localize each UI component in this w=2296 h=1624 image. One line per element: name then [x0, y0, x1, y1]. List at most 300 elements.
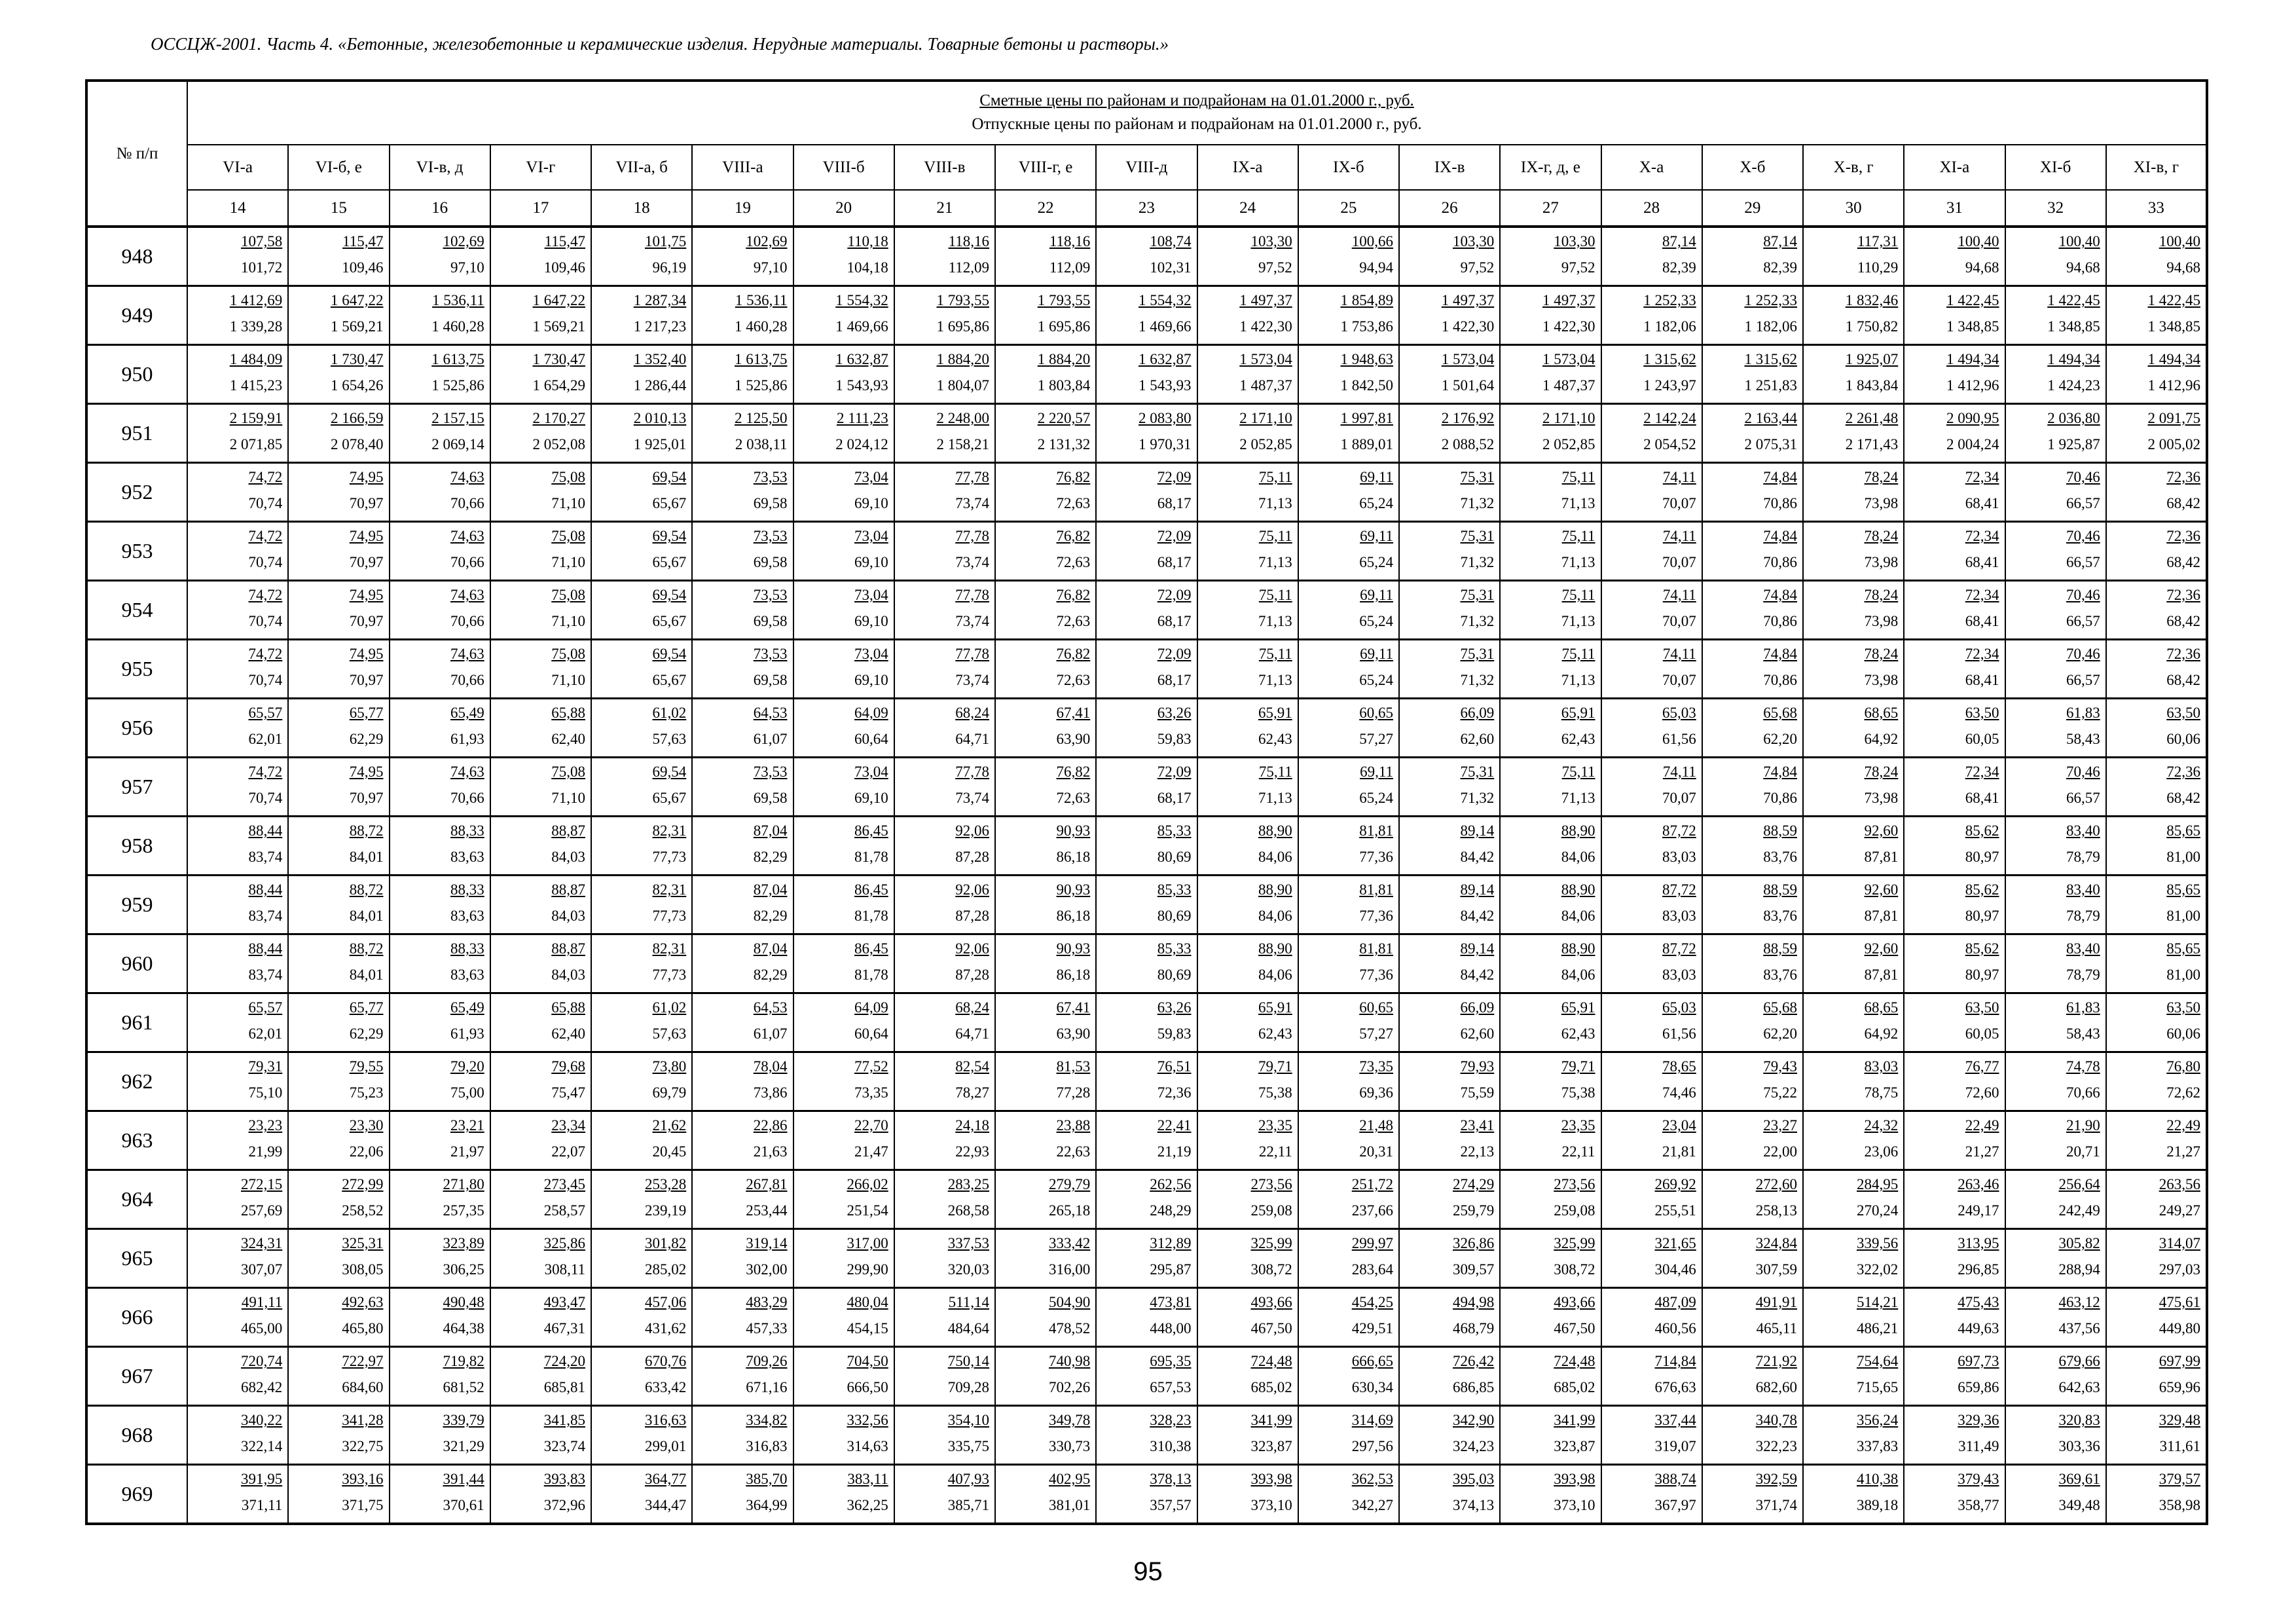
price-cell	[1601, 640, 1702, 699]
release-price: 316,00	[1049, 1261, 1091, 1278]
estimated-price: 87,04	[753, 940, 788, 957]
price-cell	[2106, 1406, 2207, 1465]
release-price: 1 469,66	[1139, 318, 1192, 335]
release-price: 314,63	[847, 1438, 888, 1454]
release-price: 60,05	[1965, 1025, 1999, 1042]
district-header: IX-б	[1298, 145, 1399, 191]
estimated-price: 63,26	[1157, 705, 1192, 721]
district-header: XI-б	[2005, 145, 2106, 191]
release-price: 1 695,86	[936, 318, 989, 335]
release-price: 358,77	[1958, 1497, 1999, 1513]
release-price: 1 422,30	[1441, 318, 1495, 335]
price-cell	[1399, 993, 1500, 1052]
release-price: 87,28	[955, 908, 989, 924]
estimated-price: 78,24	[1864, 764, 1899, 780]
release-price: 21,47	[854, 1143, 888, 1160]
price-cell	[793, 1288, 894, 1347]
release-price: 97,10	[450, 259, 484, 276]
estimated-price: 70,46	[2066, 528, 2100, 544]
release-price: 465,00	[241, 1320, 283, 1337]
price-cell	[995, 1288, 1096, 1347]
row-number: 962	[86, 1052, 187, 1111]
release-price: 71,10	[551, 790, 585, 806]
release-price: 69,58	[753, 613, 788, 629]
price-cell	[1197, 1170, 1298, 1229]
price-cell	[187, 463, 288, 522]
release-price: 83,03	[1662, 967, 1696, 983]
estimated-price: 256,64	[2058, 1176, 2100, 1192]
price-cell	[894, 1111, 995, 1170]
price-cell	[1197, 817, 1298, 876]
release-price: 1 243,97	[1643, 377, 1696, 394]
table-row	[86, 1288, 2207, 1347]
price-cell	[390, 463, 490, 522]
estimated-price: 68,65	[1864, 999, 1899, 1016]
price-cell	[793, 640, 894, 699]
district-header: IX-а	[1197, 145, 1298, 191]
estimated-price: 87,14	[1763, 233, 1797, 249]
price-cell	[490, 227, 591, 286]
estimated-price: 329,36	[1958, 1412, 1999, 1428]
release-price: 62,40	[551, 1025, 585, 1042]
release-price: 83,63	[450, 908, 484, 924]
price-cell	[1803, 1347, 1904, 1406]
price-cell	[288, 581, 389, 640]
price-cell	[490, 640, 591, 699]
header-row-title	[86, 81, 2207, 145]
release-price: 310,38	[1150, 1438, 1192, 1454]
estimated-price: 341,28	[342, 1412, 384, 1428]
price-cell	[2106, 1288, 2207, 1347]
release-price: 484,64	[947, 1320, 989, 1337]
estimated-price: 89,14	[1460, 940, 1495, 957]
price-cell	[1197, 640, 1298, 699]
estimated-price: 1 494,34	[2047, 351, 2100, 367]
estimated-price: 92,06	[955, 822, 989, 839]
release-price: 1 217,23	[633, 318, 687, 335]
price-cell	[390, 817, 490, 876]
estimated-price: 1 613,75	[735, 351, 788, 367]
price-cell	[187, 1229, 288, 1288]
release-price: 74,46	[1662, 1084, 1696, 1101]
estimated-price: 395,03	[1453, 1471, 1495, 1487]
price-cell	[187, 1052, 288, 1111]
release-price: 449,80	[2159, 1320, 2200, 1337]
estimated-price: 1 793,55	[1037, 292, 1091, 308]
release-price: 68,42	[2166, 554, 2200, 570]
estimated-price: 88,87	[551, 822, 585, 839]
release-price: 87,81	[1864, 967, 1899, 983]
estimated-price: 720,74	[241, 1353, 283, 1369]
estimated-price: 85,65	[2166, 940, 2200, 957]
price-cell	[1702, 817, 1803, 876]
price-cell	[1601, 876, 1702, 934]
estimated-price: 1 497,37	[1542, 292, 1595, 308]
price-cell	[1096, 286, 1197, 345]
estimated-price: 74,84	[1763, 587, 1797, 603]
estimated-price: 75,31	[1460, 469, 1495, 485]
price-cell	[1197, 1288, 1298, 1347]
price-cell	[490, 404, 591, 463]
release-price: 84,06	[1561, 967, 1595, 983]
estimated-price: 63,50	[2166, 705, 2200, 721]
release-price: 63,90	[1056, 1025, 1091, 1042]
table-row	[86, 699, 2207, 758]
price-title-header	[187, 81, 2207, 145]
price-cell	[288, 876, 389, 934]
estimated-price: 1 536,11	[432, 292, 484, 308]
price-cell	[1803, 1052, 1904, 1111]
price-cell	[1399, 876, 1500, 934]
price-cell	[591, 227, 692, 286]
price-cell	[2106, 345, 2207, 404]
release-price: 248,29	[1150, 1202, 1192, 1219]
release-price: 242,49	[2058, 1202, 2100, 1219]
estimated-price: 511,14	[948, 1294, 989, 1310]
price-cell	[1197, 1347, 1298, 1406]
price-cell	[1096, 758, 1197, 817]
price-cell	[1197, 758, 1298, 817]
estimated-price: 88,44	[248, 822, 283, 839]
release-price: 324,23	[1453, 1438, 1495, 1454]
release-price: 61,56	[1662, 731, 1696, 747]
price-cell	[1399, 581, 1500, 640]
row-number: 955	[86, 640, 187, 699]
estimated-price: 76,51	[1157, 1058, 1192, 1075]
release-price: 322,75	[342, 1438, 384, 1454]
release-price: 77,73	[652, 849, 687, 865]
estimated-price: 324,31	[241, 1235, 283, 1251]
release-price: 323,74	[543, 1438, 585, 1454]
estimated-price: 72,34	[1965, 528, 1999, 544]
estimated-price: 77,78	[955, 646, 989, 662]
row-number: 958	[86, 817, 187, 876]
price-cell	[288, 522, 389, 581]
release-price: 80,69	[1157, 967, 1192, 983]
price-cell	[1500, 1229, 1601, 1288]
release-price: 22,00	[1763, 1143, 1797, 1160]
release-price: 65,67	[652, 790, 687, 806]
release-price: 77,73	[652, 967, 687, 983]
release-price: 77,73	[652, 908, 687, 924]
estimated-price: 23,41	[1460, 1117, 1495, 1134]
estimated-price: 79,93	[1460, 1058, 1495, 1075]
price-cell	[995, 934, 1096, 993]
release-price: 457,33	[746, 1320, 788, 1337]
release-price: 258,13	[1755, 1202, 1797, 1219]
release-price: 66,57	[2066, 554, 2100, 570]
estimated-price: 72,09	[1157, 469, 1192, 485]
estimated-price: 85,33	[1157, 822, 1192, 839]
estimated-price: 69,11	[1360, 764, 1393, 780]
district-header: X-в, г	[1803, 145, 1904, 191]
price-cell	[1197, 1465, 1298, 1524]
price-cell	[2106, 581, 2207, 640]
release-price: 239,19	[645, 1202, 687, 1219]
release-price: 62,43	[1258, 731, 1292, 747]
estimated-price: 82,31	[652, 881, 687, 898]
estimated-price: 1 573,04	[1542, 351, 1595, 367]
release-price: 78,27	[955, 1084, 989, 1101]
price-cell	[390, 934, 490, 993]
estimated-price: 78,24	[1864, 528, 1899, 544]
estimated-price: 341,85	[543, 1412, 585, 1428]
release-price: 2 024,12	[835, 436, 888, 452]
release-price: 1 925,01	[633, 436, 687, 452]
release-price: 72,36	[1157, 1084, 1192, 1101]
release-price: 84,01	[349, 908, 384, 924]
estimated-price: 63,50	[2166, 999, 2200, 1016]
price-cell	[490, 1347, 591, 1406]
release-price: 102,31	[1150, 259, 1192, 276]
estimated-price: 719,82	[443, 1353, 484, 1369]
estimated-price: 492,63	[342, 1294, 384, 1310]
release-price: 1 251,83	[1744, 377, 1797, 394]
estimated-price: 73,53	[753, 469, 788, 485]
estimated-price: 316,63	[645, 1412, 687, 1428]
column-number-header: 18	[591, 190, 692, 227]
price-cell	[490, 1111, 591, 1170]
column-number-header: 25	[1298, 190, 1399, 227]
estimated-price: 72,36	[2166, 764, 2200, 780]
row-number: 968	[86, 1406, 187, 1465]
price-cell	[1197, 286, 1298, 345]
estimated-price: 339,79	[443, 1412, 484, 1428]
price-cell	[995, 699, 1096, 758]
release-price: 87,28	[955, 849, 989, 865]
release-price: 73,98	[1864, 672, 1899, 688]
estimated-price: 92,60	[1864, 940, 1899, 957]
estimated-price: 2 111,23	[836, 410, 888, 426]
release-price: 68,17	[1157, 672, 1192, 688]
estimated-price: 379,43	[1958, 1471, 1999, 1487]
price-cell	[1197, 1229, 1298, 1288]
price-cell	[2005, 758, 2106, 817]
price-cell	[894, 227, 995, 286]
estimated-price: 88,90	[1258, 940, 1292, 957]
estimated-price: 87,04	[753, 822, 788, 839]
row-number: 959	[86, 876, 187, 934]
release-price: 467,31	[543, 1320, 585, 1337]
price-cell	[1197, 1111, 1298, 1170]
estimated-price: 100,66	[1351, 233, 1393, 249]
estimated-price: 22,70	[854, 1117, 888, 1134]
release-price: 84,42	[1460, 967, 1495, 983]
release-price: 1 460,28	[431, 318, 484, 335]
estimated-price: 722,97	[342, 1353, 384, 1369]
release-price: 1 889,01	[1340, 436, 1393, 452]
release-price: 257,69	[241, 1202, 283, 1219]
price-cell	[1096, 227, 1197, 286]
row-number: 967	[86, 1347, 187, 1406]
release-price: 70,97	[349, 495, 384, 511]
estimated-price: 65,68	[1763, 999, 1797, 1016]
estimated-price: 72,34	[1965, 469, 1999, 485]
release-price: 57,63	[652, 1025, 687, 1042]
price-cell	[894, 345, 995, 404]
row-number: 951	[86, 404, 187, 463]
release-price: 68,41	[1965, 672, 1999, 688]
estimated-price: 279,79	[1049, 1176, 1091, 1192]
price-cell	[1298, 404, 1399, 463]
release-price: 362,25	[847, 1497, 888, 1513]
release-price: 62,20	[1763, 1025, 1797, 1042]
price-cell	[692, 817, 793, 876]
estimated-price: 317,00	[847, 1235, 888, 1251]
release-price: 22,07	[551, 1143, 585, 1160]
column-number-header: 29	[1702, 190, 1803, 227]
price-cell	[1399, 640, 1500, 699]
estimated-price: 82,31	[652, 940, 687, 957]
price-cell	[288, 1229, 389, 1288]
release-price: 23,06	[1864, 1143, 1899, 1160]
price-cell	[1500, 699, 1601, 758]
price-cell	[995, 817, 1096, 876]
estimated-price: 1 884,20	[936, 351, 989, 367]
estimated-price: 272,60	[1755, 1176, 1797, 1192]
district-header: XI-в, г	[2106, 145, 2207, 191]
price-cell	[1601, 758, 1702, 817]
estimated-price: 107,58	[241, 233, 283, 249]
estimated-price: 73,53	[753, 587, 788, 603]
price-cell	[1500, 876, 1601, 934]
estimated-price: 68,24	[955, 999, 989, 1016]
estimated-price: 65,49	[450, 999, 484, 1016]
release-price: 283,64	[1351, 1261, 1393, 1278]
release-price: 337,83	[1857, 1438, 1899, 1454]
header-row-column-numbers	[86, 190, 2207, 227]
estimated-price: 273,56	[1250, 1176, 1292, 1192]
estimated-price: 274,29	[1453, 1176, 1495, 1192]
release-price: 2 075,31	[1744, 436, 1797, 452]
price-cell	[2005, 1170, 2106, 1229]
row-number: 954	[86, 581, 187, 640]
estimated-price: 74,11	[1662, 469, 1696, 485]
estimated-price: 325,99	[1554, 1235, 1595, 1251]
price-cell	[1096, 1170, 1197, 1229]
price-cell	[995, 1465, 1096, 1524]
price-table	[85, 79, 2208, 1525]
estimated-price: 2 125,50	[735, 410, 788, 426]
estimated-price: 454,25	[1351, 1294, 1393, 1310]
estimated-price: 272,99	[342, 1176, 384, 1192]
estimated-price: 504,90	[1049, 1294, 1091, 1310]
price-cell	[288, 640, 389, 699]
price-cell	[1399, 1170, 1500, 1229]
estimated-price: 1 422,45	[2147, 292, 2200, 308]
price-cell	[995, 876, 1096, 934]
estimated-price: 2 090,95	[1946, 410, 1999, 426]
price-cell	[1298, 1288, 1399, 1347]
price-cell	[390, 1052, 490, 1111]
estimated-price: 75,31	[1460, 646, 1495, 662]
estimated-price: 74,72	[248, 469, 283, 485]
price-cell	[2005, 581, 2106, 640]
price-cell	[894, 522, 995, 581]
price-cell	[793, 1347, 894, 1406]
release-price: 71,10	[551, 672, 585, 688]
estimated-price: 69,54	[652, 528, 687, 544]
estimated-price: 393,16	[342, 1471, 384, 1487]
price-cell	[995, 522, 1096, 581]
release-price: 684,60	[342, 1379, 384, 1395]
estimated-price: 76,82	[1056, 646, 1091, 662]
estimated-price: 79,55	[349, 1058, 384, 1075]
release-price: 87,81	[1864, 908, 1899, 924]
estimated-price: 24,18	[955, 1117, 989, 1134]
release-price: 66,57	[2066, 672, 2100, 688]
column-number-header: 22	[995, 190, 1096, 227]
price-cell	[1298, 993, 1399, 1052]
estimated-price: 75,31	[1460, 528, 1495, 544]
release-price: 60,06	[2166, 731, 2200, 747]
price-cell	[390, 1465, 490, 1524]
release-price: 71,13	[1258, 790, 1292, 806]
release-price: 342,27	[1351, 1497, 1393, 1513]
release-price: 61,93	[450, 731, 484, 747]
price-cell	[995, 640, 1096, 699]
row-number: 953	[86, 522, 187, 581]
price-cell	[1500, 993, 1601, 1052]
release-price: 304,46	[1654, 1261, 1696, 1278]
estimated-price: 74,84	[1763, 764, 1797, 780]
release-price: 62,29	[349, 1025, 384, 1042]
estimated-price: 83,40	[2066, 881, 2100, 898]
estimated-price: 118,16	[1049, 233, 1091, 249]
release-price: 297,03	[2159, 1261, 2200, 1278]
release-price: 385,71	[947, 1497, 989, 1513]
price-cell	[1399, 345, 1500, 404]
estimated-price: 378,13	[1150, 1471, 1192, 1487]
estimated-price: 102,69	[746, 233, 788, 249]
release-price: 633,42	[645, 1379, 687, 1395]
estimated-price: 23,35	[1258, 1117, 1292, 1134]
estimated-price: 463,12	[2058, 1294, 2100, 1310]
release-price: 70,97	[349, 672, 384, 688]
estimated-price: 85,65	[2166, 881, 2200, 898]
estimated-price: 118,16	[948, 233, 989, 249]
release-price: 71,13	[1561, 613, 1595, 629]
estimated-price: 85,33	[1157, 881, 1192, 898]
estimated-price: 72,34	[1965, 764, 1999, 780]
table-row	[86, 345, 2207, 404]
estimated-price: 65,57	[248, 705, 283, 721]
estimated-price: 88,59	[1763, 940, 1797, 957]
release-price: 72,63	[1056, 790, 1091, 806]
price-cell	[1298, 934, 1399, 993]
release-price: 73,74	[955, 554, 989, 570]
estimated-price: 724,48	[1554, 1353, 1595, 1369]
release-price: 1 750,82	[1845, 318, 1899, 335]
estimated-price: 2 170,27	[532, 410, 585, 426]
price-cell	[1500, 1406, 1601, 1465]
price-cell	[1904, 993, 2005, 1052]
release-price: 75,10	[248, 1084, 283, 1101]
price-cell	[1298, 522, 1399, 581]
release-price: 1 412,96	[2147, 377, 2200, 394]
price-cell	[288, 1406, 389, 1465]
estimated-price: 253,28	[645, 1176, 687, 1192]
release-price: 58,43	[2066, 731, 2100, 747]
release-price: 685,02	[1554, 1379, 1595, 1395]
release-price: 682,60	[1755, 1379, 1797, 1395]
price-cell	[1500, 286, 1601, 345]
release-price: 86,18	[1056, 849, 1091, 865]
release-price: 80,97	[1965, 908, 1999, 924]
estimated-price: 83,40	[2066, 822, 2100, 839]
estimated-price: 61,02	[652, 999, 687, 1016]
release-price: 81,78	[854, 908, 888, 924]
